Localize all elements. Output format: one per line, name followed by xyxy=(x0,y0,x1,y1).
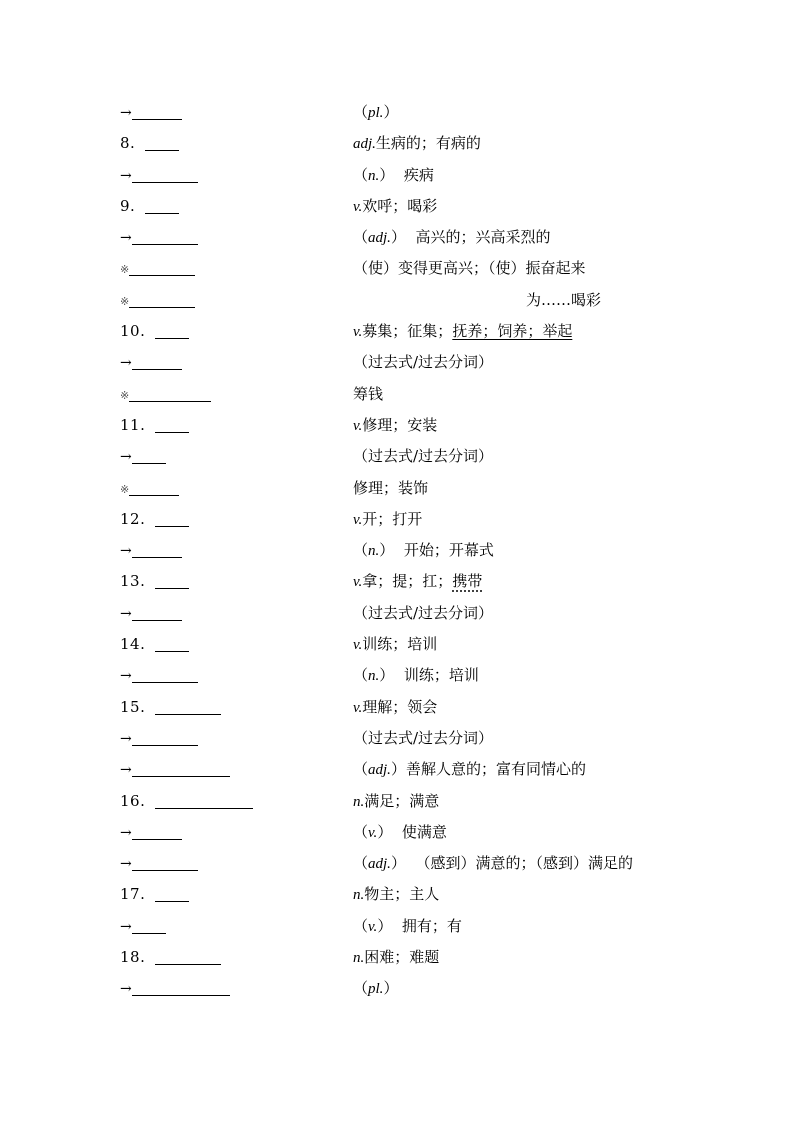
derived-arrow: → xyxy=(120,918,132,935)
chinese-meaning: 筹钱 xyxy=(353,384,384,403)
meaning-cell: （pl.） xyxy=(353,103,399,121)
chinese-meaning: 高兴的；兴高采烈的 xyxy=(415,228,551,247)
vocab-row xyxy=(0,754,794,785)
vocab-row xyxy=(0,629,794,660)
meaning-cell xyxy=(353,410,437,442)
derived-arrow: → xyxy=(120,167,132,184)
chinese-meaning: 欢呼；喝彩 xyxy=(362,196,438,215)
part-of-speech: n. xyxy=(368,167,380,184)
vocab-row xyxy=(0,191,794,222)
item-number: 11. xyxy=(120,415,146,434)
word-cell xyxy=(120,410,189,441)
extension-mark: ※ xyxy=(120,388,130,402)
chinese-meaning: （感到）满意的；（感到）满足的 xyxy=(415,854,633,873)
word-cell xyxy=(120,473,179,505)
vocab-row xyxy=(0,316,794,347)
meaning-cell: （n.） 训练；培训 xyxy=(353,666,479,685)
vocab-row xyxy=(0,598,794,629)
word-cell xyxy=(120,253,195,285)
word-cell xyxy=(120,441,166,473)
chinese-meaning: 理解；领会 xyxy=(362,697,438,716)
answer-blank[interactable] xyxy=(132,230,198,245)
derived-arrow: → xyxy=(120,856,132,873)
vocab-row xyxy=(0,723,794,754)
part-of-speech: adj. xyxy=(368,762,391,779)
word-cell xyxy=(120,848,198,880)
vocab-row xyxy=(0,441,794,472)
meaning-cell xyxy=(353,441,493,472)
word-cell xyxy=(120,817,182,849)
meaning-cell xyxy=(353,692,437,724)
chinese-meaning: 训练；培训 xyxy=(403,666,479,685)
answer-blank[interactable] xyxy=(132,919,166,934)
vocab-row xyxy=(0,379,794,410)
word-cell xyxy=(120,973,230,1005)
meaning-cell: （n.） 疾病 xyxy=(353,165,434,184)
word-cell xyxy=(120,316,189,347)
derived-arrow: → xyxy=(120,449,132,466)
answer-blank[interactable] xyxy=(132,606,182,621)
meaning-cell xyxy=(353,566,482,598)
underlined-meaning: 抚养；饲养；举起 xyxy=(452,322,573,341)
chinese-meaning: 拿；提；扛； xyxy=(362,572,453,591)
answer-blank[interactable] xyxy=(155,700,221,715)
answer-blank[interactable] xyxy=(155,637,189,652)
vocab-row xyxy=(0,504,794,535)
answer-blank[interactable] xyxy=(132,449,166,464)
word-cell xyxy=(120,535,182,567)
part-of-speech: pl. xyxy=(368,105,384,121)
part-of-speech: v. xyxy=(353,417,363,434)
item-number: 10. xyxy=(120,322,146,341)
meaning-cell: （adj.） （感到）满意的；（感到）满足的 xyxy=(353,854,633,873)
vocab-row xyxy=(0,786,794,817)
answer-blank[interactable] xyxy=(155,794,253,809)
item-number: 12. xyxy=(120,509,146,528)
word-cell xyxy=(120,786,253,817)
chinese-meaning: 为……喝彩 xyxy=(526,290,602,309)
part-of-speech: v. xyxy=(368,824,378,841)
part-of-speech: v. xyxy=(368,918,378,935)
derived-arrow: → xyxy=(120,355,132,372)
derived-arrow: → xyxy=(120,762,132,779)
part-of-speech: adj. xyxy=(368,230,391,247)
chinese-meaning: 募集；征集； xyxy=(362,322,453,341)
word-cell xyxy=(120,598,182,630)
chinese-meaning: （过去式/过去分词） xyxy=(353,603,494,622)
word-cell xyxy=(120,723,198,755)
derived-arrow: → xyxy=(120,824,132,841)
part-of-speech: n. xyxy=(368,668,380,685)
part-of-speech: n. xyxy=(368,543,380,560)
extension-mark: ※ xyxy=(120,263,130,277)
answer-blank[interactable] xyxy=(155,512,189,527)
vocab-row xyxy=(0,128,794,159)
derived-arrow: → xyxy=(120,668,132,685)
chinese-meaning: 善解人意的；富有同情心的 xyxy=(405,760,586,779)
item-number: 14. xyxy=(120,635,146,654)
chinese-meaning: 修理；安装 xyxy=(362,415,438,434)
item-number: 16. xyxy=(120,791,146,810)
chinese-meaning: 拥有；有 xyxy=(401,916,462,935)
word-cell xyxy=(120,222,198,254)
answer-blank[interactable] xyxy=(132,105,182,120)
word-cell xyxy=(120,504,189,535)
word-cell xyxy=(120,942,221,973)
chinese-meaning: （使）变得更高兴；（使）振奋起来 xyxy=(353,259,586,278)
answer-blank[interactable] xyxy=(155,950,221,965)
meaning-cell xyxy=(353,723,493,754)
chinese-meaning: 使满意 xyxy=(401,822,447,841)
chinese-meaning: 疾病 xyxy=(403,165,434,184)
emphasized-meaning: 携带 xyxy=(452,572,483,591)
vocab-row xyxy=(0,817,794,848)
meaning-cell xyxy=(353,379,383,410)
answer-blank[interactable] xyxy=(132,825,182,840)
part-of-speech: v. xyxy=(353,574,363,591)
answer-blank[interactable] xyxy=(132,355,182,370)
answer-blank[interactable] xyxy=(155,887,189,902)
word-cell xyxy=(120,379,211,411)
part-of-speech: v. xyxy=(353,511,363,528)
item-number: 8. xyxy=(120,134,136,153)
part-of-speech: pl. xyxy=(368,981,384,998)
vocab-row xyxy=(0,160,794,191)
chinese-meaning: 物主；主人 xyxy=(364,885,440,904)
word-cell xyxy=(120,660,198,692)
meaning-cell xyxy=(353,942,439,974)
part-of-speech: adj. xyxy=(353,136,376,153)
part-of-speech: n. xyxy=(353,887,365,904)
vocab-row xyxy=(0,973,794,1004)
vocab-row xyxy=(0,692,794,723)
answer-blank[interactable] xyxy=(132,856,198,871)
part-of-speech: adj. xyxy=(368,856,391,873)
vocab-row xyxy=(0,253,794,284)
word-cell xyxy=(120,97,182,129)
answer-blank[interactable] xyxy=(132,168,198,183)
meaning-cell: （pl.） xyxy=(353,979,399,998)
word-cell xyxy=(120,347,182,379)
meaning-cell xyxy=(353,473,428,504)
word-cell xyxy=(120,879,189,910)
vocab-row xyxy=(0,285,794,316)
word-cell xyxy=(120,692,221,723)
word-cell xyxy=(120,191,179,222)
derived-arrow: → xyxy=(120,105,132,121)
extension-mark: ※ xyxy=(120,294,130,308)
vocab-row xyxy=(0,347,794,378)
part-of-speech: v. xyxy=(353,637,363,654)
answer-blank[interactable] xyxy=(129,387,211,402)
word-cell xyxy=(120,566,189,597)
word-cell xyxy=(120,128,179,159)
item-number: 18. xyxy=(120,948,146,967)
derived-arrow: → xyxy=(120,730,132,747)
answer-blank[interactable] xyxy=(145,136,179,151)
part-of-speech: n. xyxy=(353,793,365,810)
meaning-cell xyxy=(353,598,493,629)
chinese-meaning: （过去式/过去分词） xyxy=(353,353,494,372)
vocab-row xyxy=(0,473,794,504)
part-of-speech: v. xyxy=(353,324,363,341)
answer-blank[interactable] xyxy=(145,199,179,214)
meaning-cell xyxy=(353,128,481,160)
item-number: 13. xyxy=(120,572,146,591)
derived-arrow: → xyxy=(120,543,132,560)
item-number: 17. xyxy=(120,885,146,904)
answer-blank[interactable] xyxy=(129,261,195,276)
answer-blank[interactable] xyxy=(129,293,195,308)
item-number: 9. xyxy=(120,196,136,215)
chinese-meaning: 满足；满意 xyxy=(364,791,440,810)
word-cell xyxy=(120,754,230,786)
extension-mark: ※ xyxy=(120,482,130,496)
chinese-meaning: 修理；装饰 xyxy=(353,478,429,497)
chinese-meaning: （过去式/过去分词） xyxy=(353,447,494,466)
chinese-meaning: 开；打开 xyxy=(362,509,423,528)
vocab-row xyxy=(0,911,794,942)
item-number: 15. xyxy=(120,697,146,716)
answer-blank[interactable] xyxy=(132,543,182,558)
vocab-row xyxy=(0,410,794,441)
answer-blank[interactable] xyxy=(132,762,230,777)
answer-blank[interactable] xyxy=(155,324,189,339)
chinese-meaning: （过去式/过去分词） xyxy=(353,728,494,747)
part-of-speech: v. xyxy=(353,198,363,215)
chinese-meaning: 开始；开幕式 xyxy=(403,541,494,560)
vocab-row xyxy=(0,660,794,691)
meaning-cell: （adj.）善解人意的；富有同情心的 xyxy=(353,760,586,779)
chinese-meaning: 生病的；有病的 xyxy=(375,134,481,153)
vocabulary-sheet xyxy=(0,97,794,1005)
vocab-row xyxy=(0,566,794,597)
answer-blank[interactable] xyxy=(155,418,189,433)
meaning-cell xyxy=(353,879,439,911)
answer-blank[interactable] xyxy=(132,668,198,683)
answer-blank[interactable] xyxy=(132,731,198,746)
vocab-row xyxy=(0,97,794,128)
meaning-cell xyxy=(353,629,437,661)
word-cell xyxy=(120,160,198,192)
meaning-cell xyxy=(353,347,493,378)
vocab-row xyxy=(0,848,794,879)
word-cell xyxy=(120,285,195,317)
meaning-cell xyxy=(353,253,586,284)
part-of-speech: v. xyxy=(353,699,363,716)
meaning-cell: （adj.） 高兴的；兴高采烈的 xyxy=(353,228,551,247)
meaning-cell: （v.） 使满意 xyxy=(353,822,447,841)
chinese-meaning: 困难；难题 xyxy=(364,948,440,967)
meaning-cell xyxy=(526,285,601,316)
derived-arrow: → xyxy=(120,230,132,247)
meaning-cell xyxy=(353,316,572,348)
vocab-row xyxy=(0,942,794,973)
answer-blank[interactable] xyxy=(129,481,179,496)
word-cell xyxy=(120,911,166,943)
vocab-row xyxy=(0,879,794,910)
vocab-row xyxy=(0,222,794,253)
meaning-cell xyxy=(353,191,437,223)
answer-blank[interactable] xyxy=(132,981,230,996)
derived-arrow: → xyxy=(120,605,132,622)
meaning-cell: （v.） 拥有；有 xyxy=(353,916,462,935)
meaning-cell xyxy=(353,786,439,818)
word-cell xyxy=(120,629,189,660)
derived-arrow: → xyxy=(120,981,132,998)
meaning-cell: （n.） 开始；开幕式 xyxy=(353,541,494,560)
part-of-speech: n. xyxy=(353,950,365,967)
chinese-meaning: 训练；培训 xyxy=(362,635,438,654)
meaning-cell xyxy=(353,504,422,536)
vocab-row xyxy=(0,535,794,566)
answer-blank[interactable] xyxy=(155,574,189,589)
